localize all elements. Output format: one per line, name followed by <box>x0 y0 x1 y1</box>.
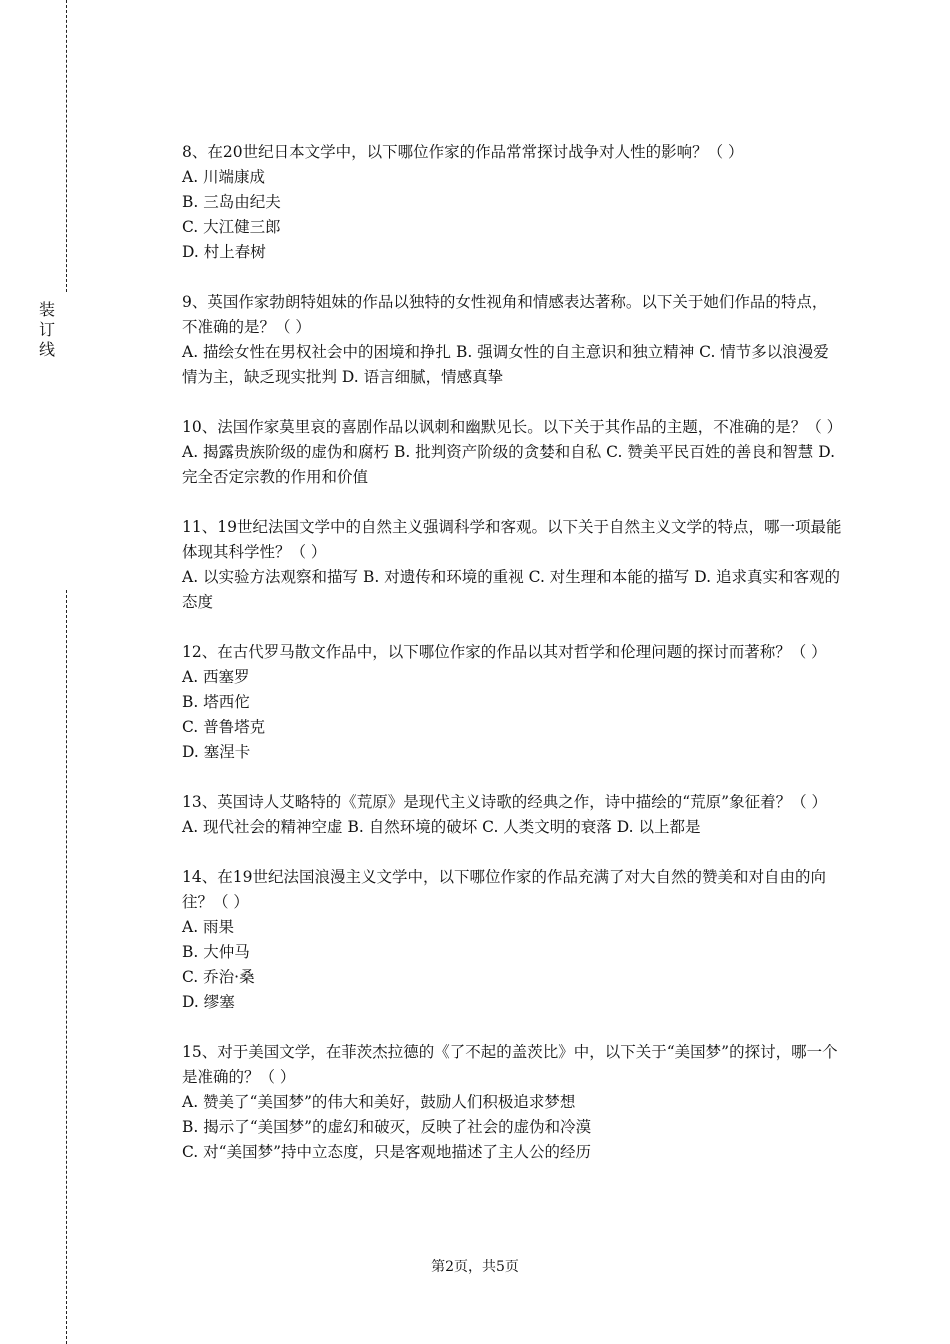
question-text: 12、在古代罗马散文作品中，以下哪位作家的作品以其对哲学和伦理问题的探讨而著称？（ ） <box>182 643 827 661</box>
question-text: 9、英国作家勃朗特姐妹的作品以独特的女性视角和情感表达著称。以下关于她们作品的特点，不准确的是？（ ） <box>182 293 828 336</box>
question-text: 8、在20世纪日本文学中，以下哪位作家的作品常常探讨战争对人性的影响？（ ） <box>182 143 744 161</box>
question-15 <box>182 1040 842 1165</box>
question-text: 14、在19世纪法国浪漫主义文学中，以下哪位作家的作品充满了对大自然的赞美和对自由的向往？（ ） <box>182 868 826 911</box>
option-d: D. 缪塞 <box>182 993 235 1011</box>
question-8 <box>182 140 842 265</box>
question-14 <box>182 865 842 1015</box>
option-c: C. 大江健三郎 <box>182 218 281 236</box>
binding-line-bottom <box>66 590 67 1344</box>
option-c: C. 乔治·桑 <box>182 968 255 986</box>
option-b: B. 塔西佗 <box>182 693 250 711</box>
options-inline: A. 以实验方法观察和描写 B. 对遗传和环境的重视 C. 对生理和本能的描写 D. 追求真实和客观的态度 <box>182 568 840 611</box>
question-list <box>182 140 842 1190</box>
options-inline: A. 描绘女性在男权社会中的困境和挣扎 B. 强调女性的自主意识和独立精神 C. 情节多以浪漫爱情为主，缺乏现实批判 D. 语言细腻，情感真挚 <box>182 343 829 386</box>
question-12 <box>182 640 842 765</box>
option-d: D. 塞涅卡 <box>182 743 251 761</box>
option-b: B. 大仲马 <box>182 943 250 961</box>
page-footer: 第2页，共5页 <box>431 1259 519 1275</box>
binding-label <box>36 300 58 360</box>
question-text: 11、19世纪法国文学中的自然主义强调科学和客观。以下关于自然主义文学的特点，哪一项最能体现其科学性？（ ） <box>182 518 842 561</box>
question-13 <box>182 790 842 840</box>
binding-char: 线 <box>38 340 55 359</box>
option-a: A. 西塞罗 <box>182 668 250 686</box>
options-inline: A. 揭露贵族阶级的虚伪和腐朽 B. 批判资产阶级的贪婪和自私 C. 赞美平民百姓的善良和智慧 D. 完全否定宗教的作用和价值 <box>182 443 836 486</box>
option-a: A. 雨果 <box>182 918 235 936</box>
binding-char: 装 <box>38 300 55 319</box>
option-a: A. 赞美了“美国梦”的伟大和美好，鼓励人们积极追求梦想 <box>182 1093 576 1111</box>
option-a: A. 川端康成 <box>182 168 266 186</box>
binding-line-top <box>66 0 67 292</box>
option-b: B. 三岛由纪夫 <box>182 193 281 211</box>
options-inline: A. 现代社会的精神空虚 B. 自然环境的破坏 C. 人类文明的衰落 D. 以上都是 <box>182 818 701 836</box>
question-11 <box>182 515 842 615</box>
option-c: C. 对“美国梦”持中立态度，只是客观地描述了主人公的经历 <box>182 1143 592 1161</box>
binding-char: 订 <box>38 320 55 339</box>
question-text: 15、对于美国文学，在菲茨杰拉德的《了不起的盖茨比》中，以下关于“美国梦”的探讨，哪一个是准确的？（ ） <box>182 1043 838 1086</box>
option-b: B. 揭示了“美国梦”的虚幻和破灭，反映了社会的虚伪和冷漠 <box>182 1118 592 1136</box>
option-d: D. 村上春树 <box>182 243 266 261</box>
option-c: C. 普鲁塔克 <box>182 718 266 736</box>
question-10 <box>182 415 842 490</box>
question-text: 13、英国诗人艾略特的《荒原》是现代主义诗歌的经典之作，诗中描绘的“荒原”象征着？（ ） <box>182 793 828 811</box>
question-9 <box>182 290 842 390</box>
question-text: 10、法国作家莫里哀的喜剧作品以讽刺和幽默见长。以下关于其作品的主题，不准确的是？（ ） <box>182 418 843 436</box>
